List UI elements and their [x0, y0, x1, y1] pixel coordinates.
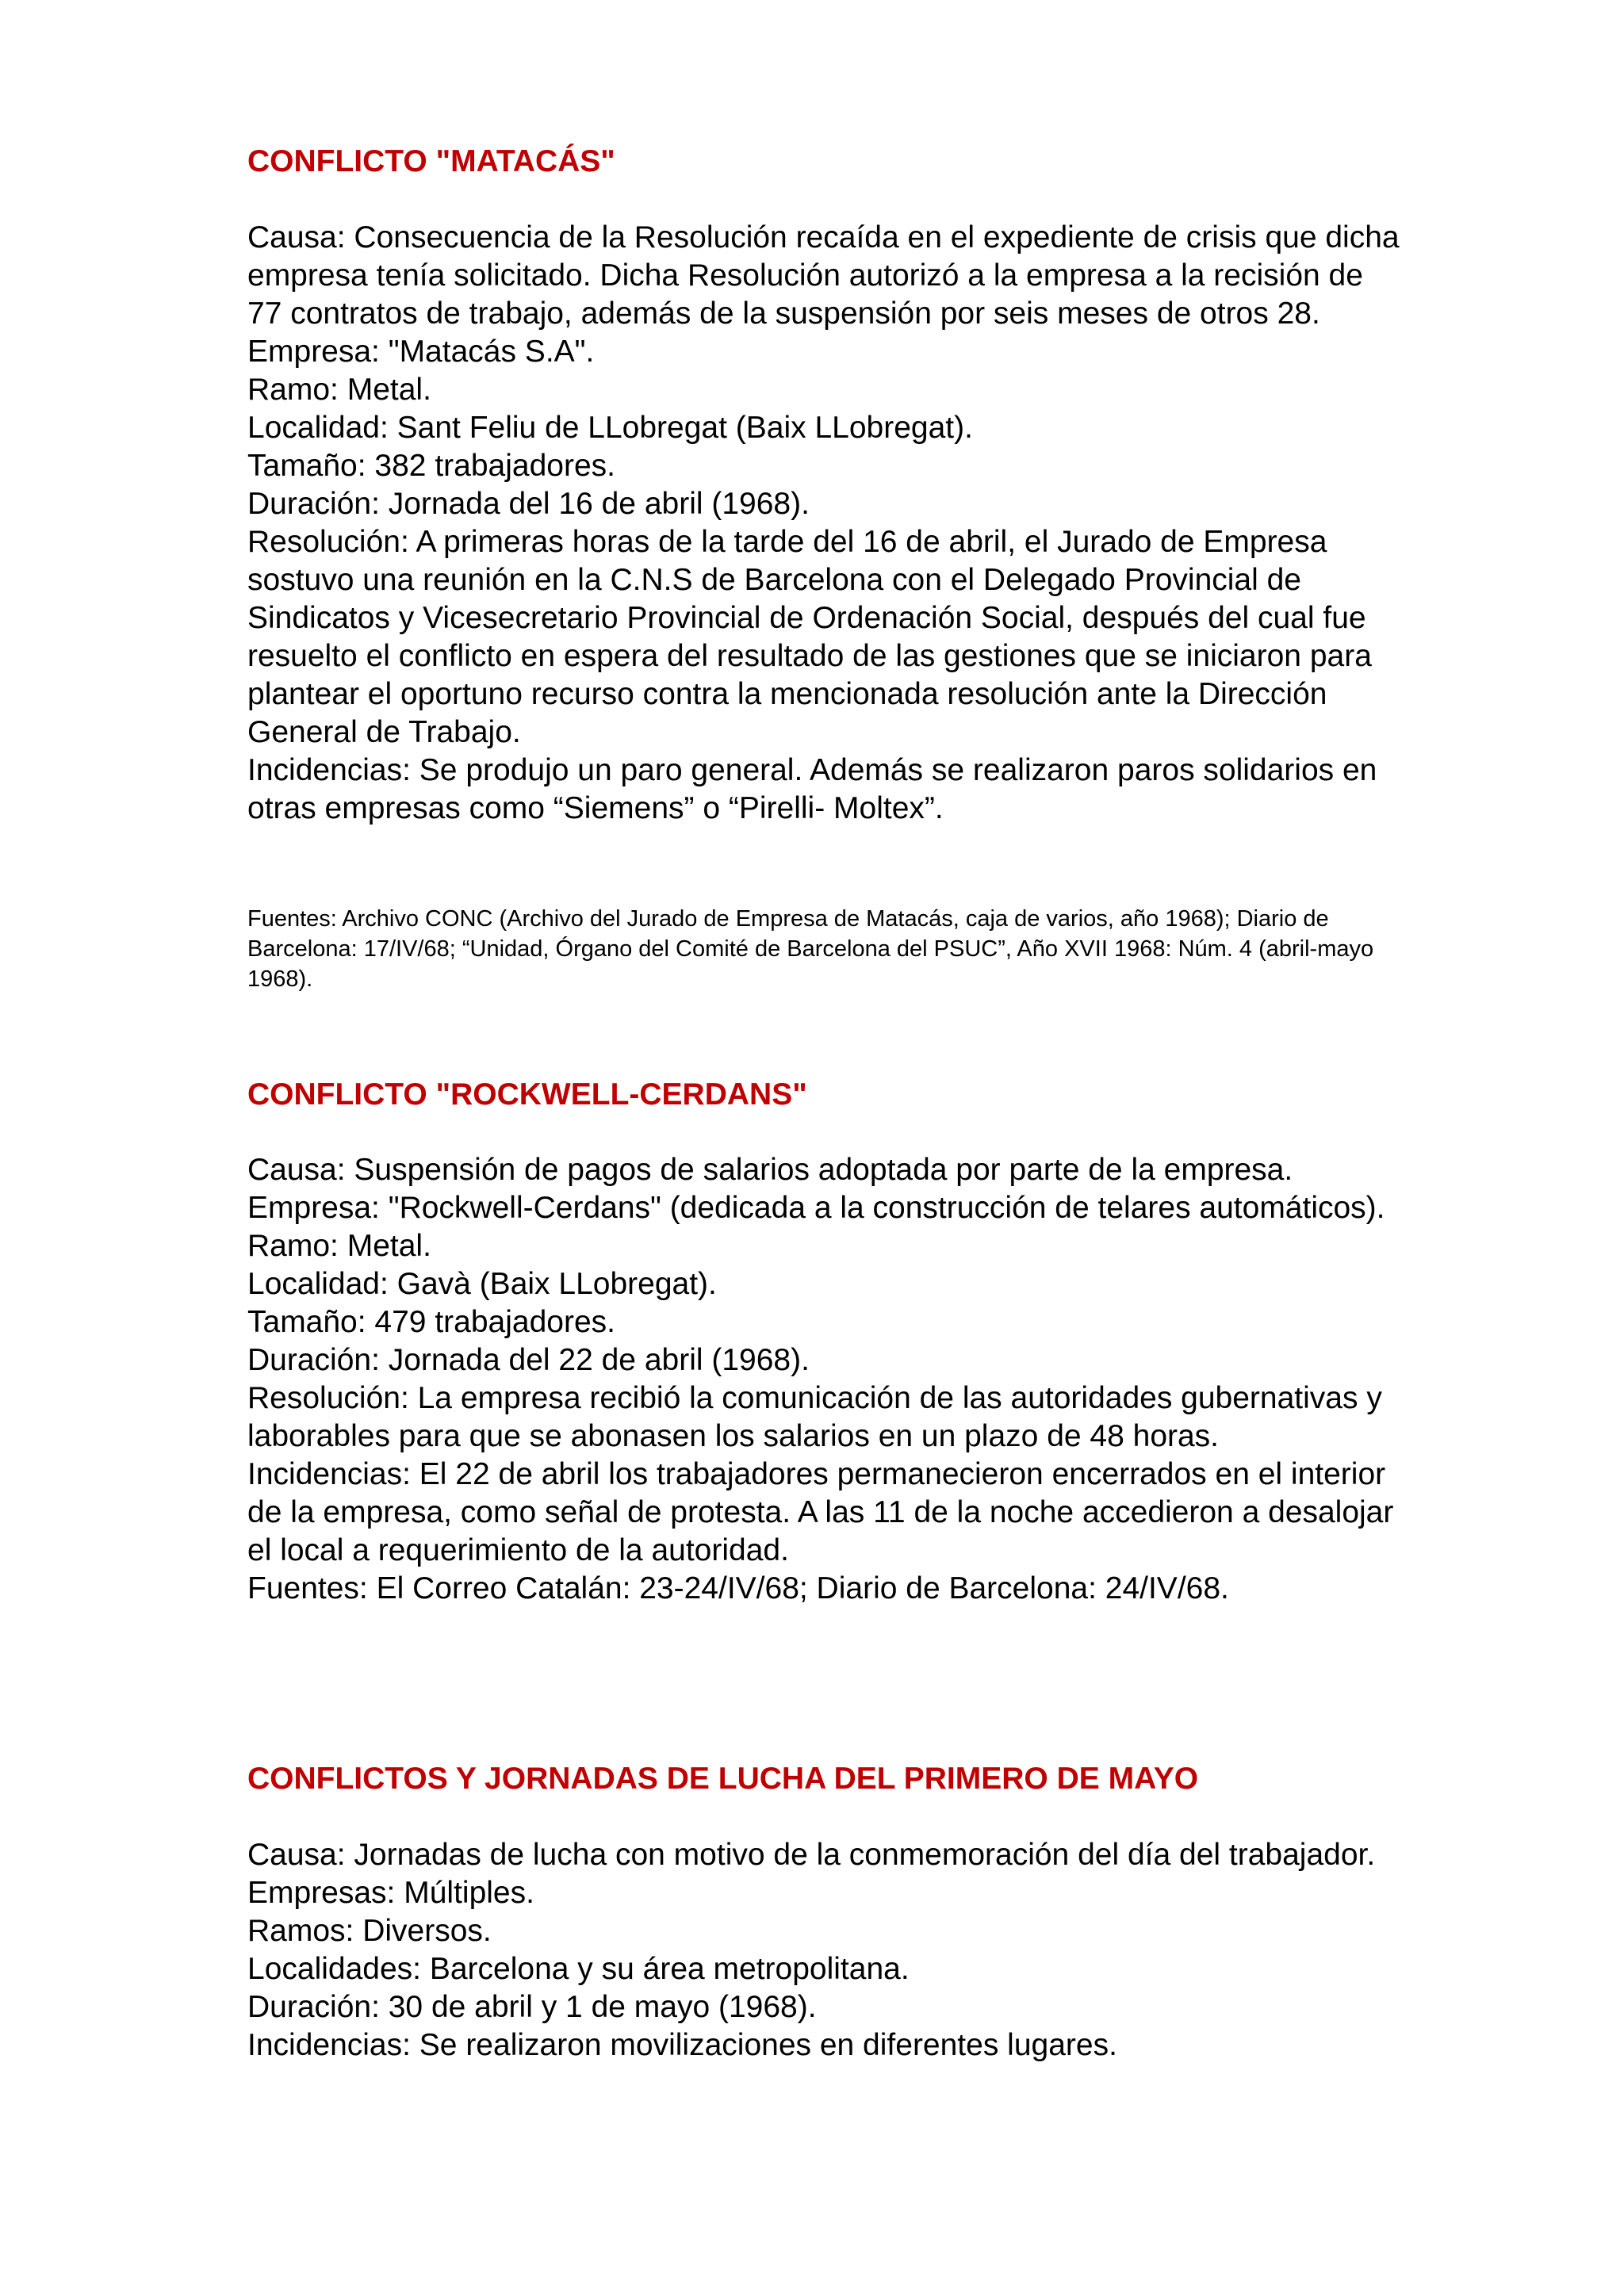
line-resolucion: Resolución: A primeras horas de la tarde del 16 de abril, el Jurado de Empresa sostuvo una reunión en la C.N.S de Barcelona con el Delegado Provincial de Sindicatos y Vicesecretario Provincial de Ordenación Social, después del cual fue resuelto el conflicto en espera del resultado de las gestiones que se iniciaron para plantear el oportuno recurso contra la mencionada resolución ante la Dirección General de Trabajo.	[247, 525, 1372, 749]
line-duracion: Duración: Jornada del 16 de abril (1968).	[247, 487, 810, 521]
line-incidencias: Incidencias: Se produjo un paro general. Además se realizaron paros solidarios en otras empresas como “Siemens” o “Pirelli- Moltex”.	[247, 753, 1377, 825]
line-causa: Causa: Suspensión de pagos de salarios adoptada por parte de la empresa.	[247, 1153, 1293, 1187]
section-body-rockwell-cerdans	[247, 1151, 1405, 1608]
line-tamano: Tamaño: 479 trabajadores.	[247, 1305, 615, 1339]
section-title-matacas: CONFLICTO "MATACÁS"	[247, 144, 615, 178]
line-incidencias: Incidencias: Se realizaron movilizaciones en diferentes lugares.	[247, 2028, 1117, 2062]
line-incidencias: Incidencias: El 22 de abril los trabajadores permanecieron encerrados en el interior de la empresa, como señal de protesta. A las 11 de la noche accedieron a desalojar el local a requerimiento de la autoridad.	[247, 1457, 1394, 1567]
section-body-primero-de-mayo	[247, 1836, 1405, 2064]
line-duracion: Duración: Jornada del 22 de abril (1968).	[247, 1343, 810, 1377]
line-causa: Causa: Consecuencia de la Resolución recaída en el expediente de crisis que dicha empresa tenía solicitado. Dicha Resolución autorizó a la empresa a la recisión de 77 contratos de trabajo, además de la suspensión por seis meses de otros 28.	[247, 220, 1400, 331]
line-ramo: Ramo: Metal.	[247, 1229, 431, 1263]
line-empresas: Empresas: Múltiples.	[247, 1876, 534, 1910]
line-causa: Causa: Jornadas de lucha con motivo de la conmemoración del día del trabajador.	[247, 1838, 1376, 1872]
line-empresa: Empresa: "Matacás S.A".	[247, 335, 595, 369]
section-sources-matacas: Fuentes: Archivo CONC (Archivo del Jurado de Empresa de Matacás, caja de varios, año 1968); Diario de Barcelona: 17/IV/68; “Unidad, Órgano del Comité de Barcelona del PSUC”, Año XVII 1968: Núm. 4 (abril-mayo 1968).	[247, 906, 1374, 992]
section-body-matacas	[247, 219, 1405, 828]
line-ramos: Ramos: Diversos.	[247, 1914, 492, 1948]
line-ramo: Ramo: Metal.	[247, 373, 431, 407]
line-localidad: Localidad: Gavà (Baix LLobregat).	[247, 1267, 717, 1301]
line-tamano: Tamaño: 382 trabajadores.	[247, 449, 615, 483]
section-title-rockwell-cerdans: CONFLICTO "ROCKWELL-CERDANS"	[247, 1077, 807, 1112]
line-duracion: Duración: 30 de abril y 1 de mayo (1968).	[247, 1990, 817, 2024]
line-empresa: Empresa: "Rockwell-Cerdans" (dedicada a la construcción de telares automáticos).	[247, 1191, 1385, 1225]
section-title-primero-de-mayo: CONFLICTOS Y JORNADAS DE LUCHA DEL PRIMERO DE MAYO	[247, 1762, 1199, 1796]
line-localidad: Localidad: Sant Feliu de LLobregat (Baix LLobregat).	[247, 411, 973, 445]
line-fuentes: Fuentes: El Correo Catalán: 23-24/IV/68; Diario de Barcelona: 24/IV/68.	[247, 1571, 1229, 1605]
line-localidades: Localidades: Barcelona y su área metropolitana.	[247, 1952, 910, 1986]
line-resolucion: Resolución: La empresa recibió la comunicación de las autoridades gubernativas y laborables para que se abonasen los salarios en un plazo de 48 horas.	[247, 1381, 1382, 1453]
